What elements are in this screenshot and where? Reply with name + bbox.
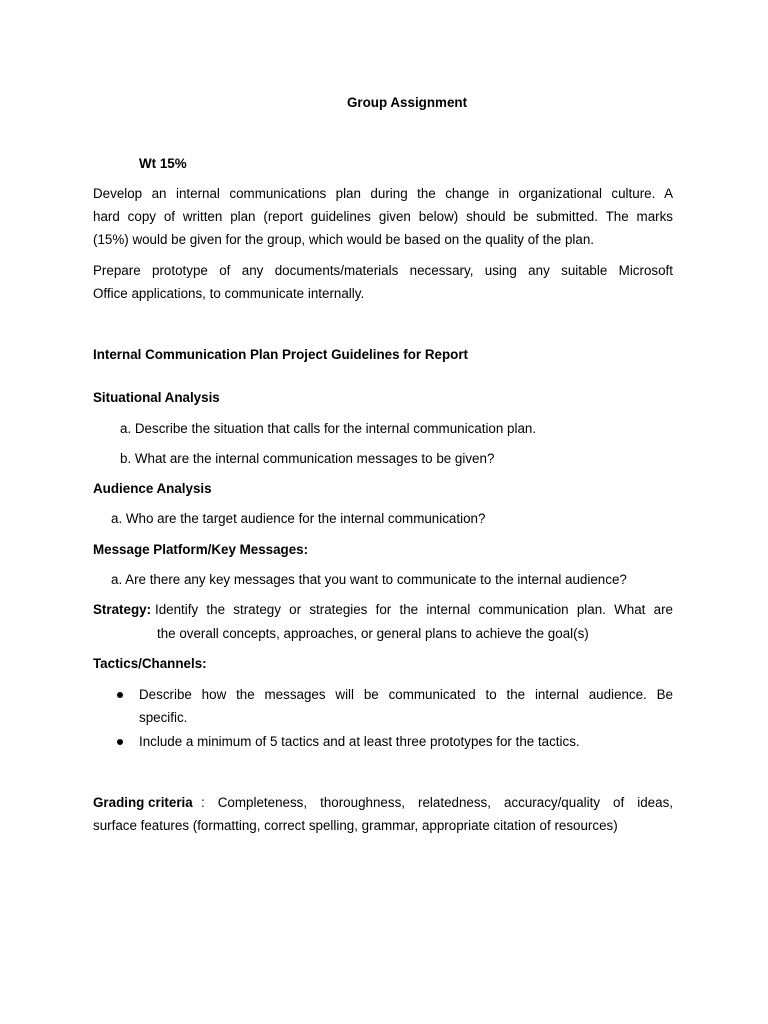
strategy-text-line-2: the overall concepts, approaches, or general plans to achieve the goal(s)	[157, 626, 589, 641]
guidelines-heading: Internal Communication Plan Project Guidelines for Report	[93, 347, 468, 362]
intro-paragraph-2-line-1: Prepare prototype of any documents/materials necessary, using any suitable Microsoft	[93, 263, 673, 278]
intro-paragraph-1-line-1: Develop an internal communications plan during the change in organizational culture. A	[93, 186, 673, 201]
grading-criteria-line-2: surface features (formatting, correct spelling, grammar, appropriate citation of resources)	[93, 818, 618, 833]
bullet-icon	[117, 692, 123, 698]
intro-paragraph-1-line-3: (15%) would be given for the group, which would be based on the quality of the plan.	[93, 232, 594, 247]
bullet-icon	[117, 739, 123, 745]
strategy-label: Strategy:	[93, 602, 152, 617]
grading-criteria-label: Grading criteria	[93, 795, 193, 810]
tactics-bullet-1-line-2: specific.	[139, 710, 188, 725]
tactics-bullet-2: Include a minimum of 5 tactics and at least three prototypes for the tactics.	[139, 734, 580, 749]
strategy-text-line-1: Identify the strategy or strategies for the internal communication plan. What are	[155, 602, 673, 617]
tactics-heading: Tactics/Channels:	[93, 656, 207, 671]
message-platform-heading: Message Platform/Key Messages:	[93, 542, 309, 557]
situational-item-b: b. What are the internal communication messages to be given?	[120, 451, 495, 466]
grading-criteria-line-1: : Completeness, thoroughness, relatedness, accuracy/quality of ideas,	[201, 795, 673, 810]
intro-paragraph-1-line-2: hard copy of written plan (report guidelines given below) should be submitted. The marks	[93, 209, 673, 224]
situational-analysis-heading: Situational Analysis	[93, 390, 220, 405]
situational-item-a: a. Describe the situation that calls for the internal communication plan.	[120, 421, 537, 436]
weight-label: Wt 15%	[139, 156, 187, 171]
intro-paragraph-2-line-2: Office applications, to communicate internally.	[93, 286, 365, 301]
tactics-bullet-1-line-1: Describe how the messages will be communicated to the internal audience. Be	[139, 687, 673, 702]
message-item-a: a. Are there any key messages that you want to communicate to the internal audience?	[111, 572, 627, 587]
audience-analysis-heading: Audience Analysis	[93, 481, 212, 496]
document-title: Group Assignment	[347, 95, 468, 110]
audience-item-a: a. Who are the target audience for the internal communication?	[111, 511, 486, 526]
